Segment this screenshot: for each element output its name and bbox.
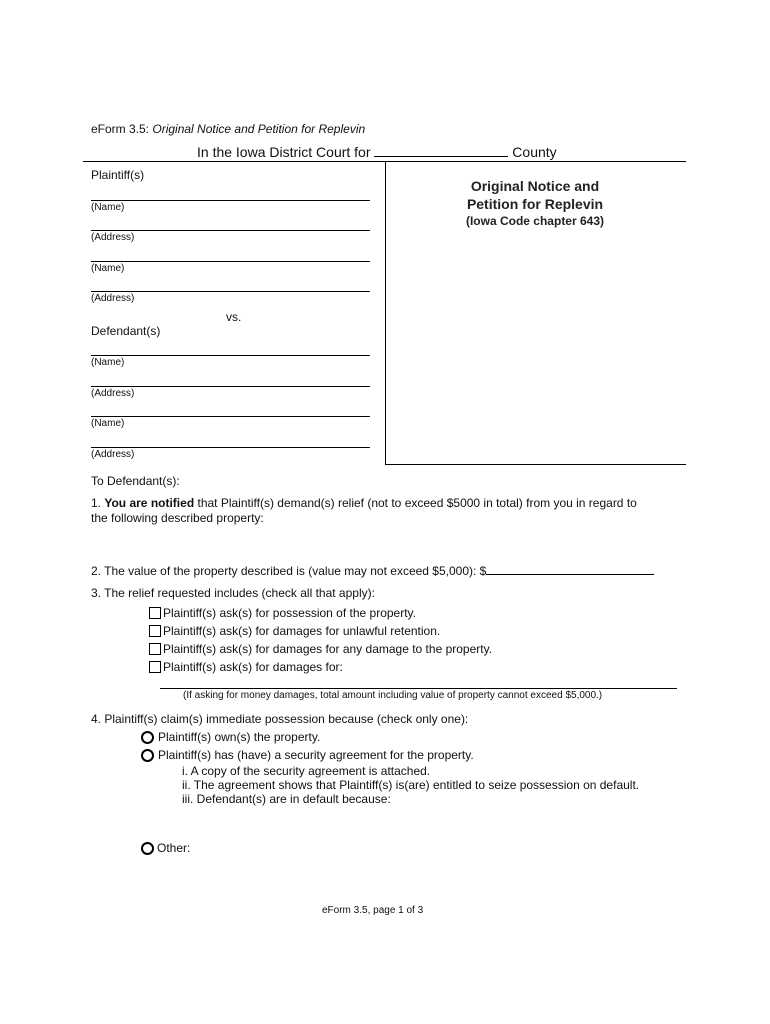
defendant-name-line-1[interactable] (91, 355, 370, 356)
defendants-label: Defendant(s) (91, 324, 161, 338)
property-value-field[interactable] (486, 574, 654, 575)
name-caption: (Name) (91, 263, 125, 274)
damages-note: (If asking for money damages, total amount including value of property cannot exceed $5,000.) (183, 690, 603, 701)
item-1 (91, 496, 691, 526)
document-title-line-3: (Iowa Code chapter 643) (465, 214, 605, 228)
item-2-text: 2. The value of the property described is (value may not exceed $5,000): $ (91, 564, 487, 578)
county-field[interactable] (374, 156, 508, 157)
caption-divider (385, 161, 386, 464)
address-caption: (Address) (91, 449, 135, 460)
form-title: Original Notice and Petition for Replevin (152, 122, 366, 136)
plaintiff-name-line-2[interactable] (91, 261, 370, 262)
plaintiffs-label: Plaintiff(s) (91, 168, 145, 182)
document-title-line-2: Petition for Replevin (466, 196, 604, 212)
to-defendants: To Defendant(s): (91, 474, 180, 488)
relief-checkbox-3[interactable] (149, 643, 161, 655)
relief-option-2: Plaintiff(s) ask(s) for damages for unlawful retention. (163, 624, 441, 638)
item-1-bold: You are notified (104, 496, 195, 510)
name-caption: (Name) (91, 202, 125, 213)
page-footer: eForm 3.5, page 1 of 3 (322, 905, 424, 916)
item-1-number: 1. (91, 496, 102, 510)
name-caption: (Name) (91, 357, 125, 368)
possession-radio-own[interactable] (141, 731, 154, 744)
plaintiff-address-line-1[interactable] (91, 230, 370, 231)
court-prefix: In the Iowa District Court for (197, 144, 371, 160)
court-suffix: County (512, 144, 557, 160)
defendant-address-line-1[interactable] (91, 386, 370, 387)
possession-radio-security[interactable] (141, 749, 154, 762)
possession-radio-other[interactable] (141, 842, 154, 855)
item-2 (91, 564, 654, 578)
address-caption: (Address) (91, 232, 135, 243)
relief-checkbox-4[interactable] (149, 661, 161, 673)
relief-checkbox-1[interactable] (149, 607, 161, 619)
possession-option-other: Other: (157, 841, 191, 855)
court-line (197, 144, 557, 160)
defendant-name-line-2[interactable] (91, 416, 370, 417)
address-caption: (Address) (91, 293, 135, 304)
item-1-text: that Plaintiff(s) demand(s) relief (not to exceed $5000 in total) from you in regard to (194, 496, 637, 510)
item-4: 4. Plaintiff(s) claim(s) immediate possession because (check only one): (91, 712, 469, 726)
relief-checkbox-2[interactable] (149, 625, 161, 637)
form-header (91, 122, 365, 136)
name-caption: (Name) (91, 418, 125, 429)
possession-option-security: Plaintiff(s) has (have) a security agreement for the property. (158, 748, 474, 762)
document-title-line-1: Original Notice and (470, 178, 600, 194)
plaintiff-address-line-2[interactable] (91, 291, 370, 292)
defendant-address-line-2[interactable] (91, 447, 370, 448)
relief-option-4: Plaintiff(s) ask(s) for damages for: (163, 660, 343, 674)
security-sub-item-3: iii. Defendant(s) are in default because: (182, 792, 391, 806)
item-3: 3. The relief requested includes (check all that apply): (91, 586, 375, 600)
versus-label: vs. (226, 310, 242, 324)
plaintiff-name-line-1[interactable] (91, 200, 370, 201)
form-id: eForm 3.5: (91, 122, 150, 136)
relief-option-3: Plaintiff(s) ask(s) for damages for any damage to the property. (163, 642, 493, 656)
relief-option-1: Plaintiff(s) ask(s) for possession of the property. (163, 606, 416, 620)
document-title (420, 177, 650, 229)
security-sub-item-2: ii. The agreement shows that Plaintiff(s) is(are) entitled to seize possession on default. (182, 778, 640, 792)
caption-bottom-border (385, 464, 686, 465)
damages-amount-line[interactable] (160, 688, 677, 689)
security-sub-item-1: i. A copy of the security agreement is attached. (182, 764, 431, 778)
address-caption: (Address) (91, 388, 135, 399)
possession-option-own: Plaintiff(s) own(s) the property. (158, 730, 321, 744)
item-1-line-2: the following described property: (91, 511, 264, 525)
